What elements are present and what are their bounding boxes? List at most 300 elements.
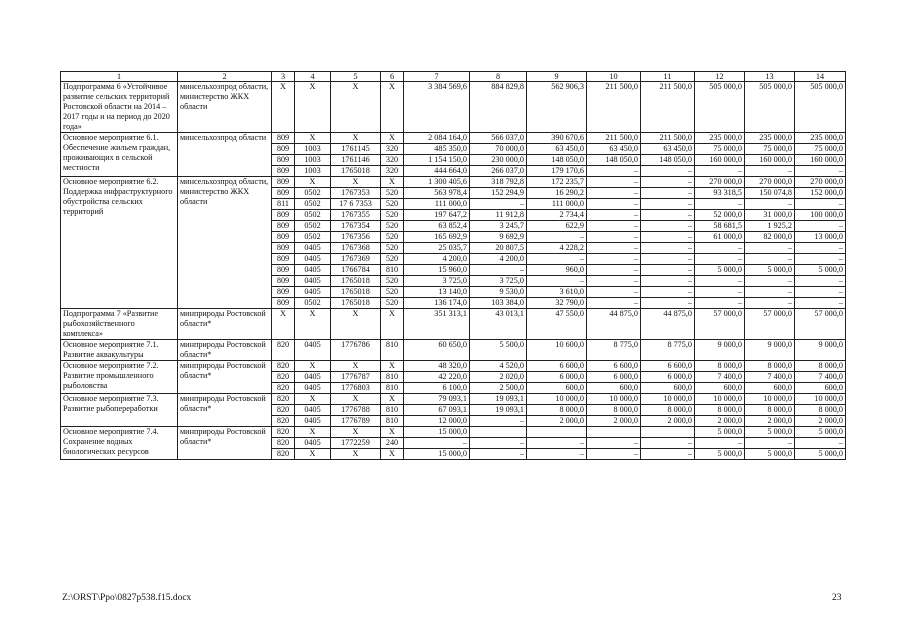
value-cell: – <box>587 254 641 265</box>
value-cell: X <box>295 82 331 133</box>
value-cell: 809 <box>272 287 295 298</box>
value-cell: 44 875,0 <box>587 309 641 340</box>
value-cell: X <box>381 309 404 340</box>
value-cell: 8 000,0 <box>745 361 795 372</box>
value-cell: – <box>795 199 846 210</box>
value-cell: 505 000,0 <box>795 82 846 133</box>
value-cell: 5 000,0 <box>695 449 745 460</box>
value-cell: 505 000,0 <box>695 82 745 133</box>
value-cell: – <box>527 232 587 243</box>
value-cell: – <box>641 232 695 243</box>
value-cell: 63 450,0 <box>587 144 641 155</box>
value-cell: – <box>695 287 745 298</box>
column-number-cell: 5 <box>331 72 381 82</box>
value-cell: 5 000,0 <box>695 265 745 276</box>
value-cell: – <box>695 438 745 449</box>
value-cell: – <box>795 298 846 309</box>
value-cell <box>641 427 695 438</box>
value-cell: 152 294,9 <box>470 188 527 199</box>
column-number-cell: 7 <box>404 72 470 82</box>
value-cell: 5 000,0 <box>795 449 846 460</box>
value-cell: 320 <box>381 155 404 166</box>
value-cell: 566 037,0 <box>470 133 527 144</box>
value-cell: 2 000,0 <box>695 416 745 427</box>
value-cell: 809 <box>272 155 295 166</box>
value-cell: 75 000,0 <box>795 144 846 155</box>
value-cell: 1765018 <box>331 298 381 309</box>
value-cell: 3 725,0 <box>470 276 527 287</box>
measure-name-cell: Основное мероприятие 7.2. Развитие промышленного рыболовства <box>61 361 178 394</box>
value-cell: 820 <box>272 383 295 394</box>
value-cell: 0405 <box>295 254 331 265</box>
value-cell: 6 000,0 <box>527 372 587 383</box>
value-cell: 160 000,0 <box>745 155 795 166</box>
value-cell: – <box>795 166 846 177</box>
value-cell: 0502 <box>295 199 331 210</box>
value-cell: – <box>695 243 745 254</box>
value-cell: X <box>381 394 404 405</box>
value-cell: 810 <box>381 372 404 383</box>
value-cell: 4 200,0 <box>404 254 470 265</box>
value-cell: 160 000,0 <box>695 155 745 166</box>
value-cell: 1 300 405,6 <box>404 177 470 188</box>
executor-cell: минприроды Ростовской области* <box>178 340 272 361</box>
value-cell: 810 <box>381 405 404 416</box>
column-number-cell: 2 <box>178 72 272 82</box>
value-cell: 1767353 <box>331 188 381 199</box>
value-cell: 16 290,2 <box>527 188 587 199</box>
value-cell: 82 000,0 <box>745 232 795 243</box>
value-cell: 809 <box>272 232 295 243</box>
value-cell: – <box>587 298 641 309</box>
value-cell: – <box>641 210 695 221</box>
value-cell: 600,0 <box>795 383 846 394</box>
value-cell: 9 000,0 <box>745 340 795 361</box>
value-cell: 2 000,0 <box>745 416 795 427</box>
value-cell: – <box>795 254 846 265</box>
value-cell: 1765018 <box>331 276 381 287</box>
value-cell: – <box>641 254 695 265</box>
value-cell: 809 <box>272 298 295 309</box>
value-cell: – <box>695 166 745 177</box>
value-cell: 15 000,0 <box>404 449 470 460</box>
value-cell: X <box>295 133 331 144</box>
value-cell: 8 775,0 <box>641 340 695 361</box>
value-cell: 0405 <box>295 287 331 298</box>
value-cell: 75 000,0 <box>745 144 795 155</box>
value-cell: 235 000,0 <box>695 133 745 144</box>
value-cell: 6 000,0 <box>587 372 641 383</box>
value-cell: 809 <box>272 210 295 221</box>
value-cell: 63 852,4 <box>404 221 470 232</box>
column-number-cell: 9 <box>527 72 587 82</box>
value-cell: – <box>527 438 587 449</box>
value-cell: 520 <box>381 254 404 265</box>
value-cell: 10 000,0 <box>527 394 587 405</box>
value-cell: X <box>331 427 381 438</box>
value-cell: 1 925,2 <box>745 221 795 232</box>
value-cell: – <box>587 188 641 199</box>
value-cell: 600,0 <box>745 383 795 394</box>
value-cell: 820 <box>272 361 295 372</box>
value-cell: 4 200,0 <box>470 254 527 265</box>
value-cell: 1767355 <box>331 210 381 221</box>
value-cell: 520 <box>381 199 404 210</box>
value-cell: 351 313,1 <box>404 309 470 340</box>
value-cell: 2 000,0 <box>527 416 587 427</box>
table-row <box>61 361 846 372</box>
value-cell: 820 <box>272 340 295 361</box>
value-cell: 1776803 <box>331 383 381 394</box>
value-cell: 43 013,1 <box>470 309 527 340</box>
value-cell: 0502 <box>295 221 331 232</box>
value-cell <box>587 427 641 438</box>
value-cell: 1772259 <box>331 438 381 449</box>
value-cell: 15 960,0 <box>404 265 470 276</box>
value-cell: 960,0 <box>527 265 587 276</box>
value-cell: 67 093,1 <box>404 405 470 416</box>
value-cell: – <box>641 243 695 254</box>
value-cell: 5 000,0 <box>745 449 795 460</box>
executor-cell: минприроды Ростовской области* <box>178 309 272 340</box>
value-cell: 809 <box>272 188 295 199</box>
value-cell: 266 037,0 <box>470 166 527 177</box>
value-cell: 809 <box>272 177 295 188</box>
value-cell: 810 <box>381 383 404 394</box>
value-cell: 197 647,2 <box>404 210 470 221</box>
value-cell: 10 000,0 <box>641 394 695 405</box>
value-cell: – <box>641 438 695 449</box>
value-cell: 165 692,9 <box>404 232 470 243</box>
value-cell: X <box>331 309 381 340</box>
value-cell: 809 <box>272 243 295 254</box>
value-cell: 600,0 <box>641 383 695 394</box>
value-cell: – <box>587 221 641 232</box>
value-cell: – <box>641 188 695 199</box>
column-number-cell: 4 <box>295 72 331 82</box>
value-cell: 6 100,0 <box>404 383 470 394</box>
value-cell: 8 000,0 <box>695 361 745 372</box>
value-cell: – <box>587 243 641 254</box>
value-cell: 57 000,0 <box>695 309 745 340</box>
value-cell: – <box>695 254 745 265</box>
value-cell: 58 681,5 <box>695 221 745 232</box>
value-cell: 93 318,5 <box>695 188 745 199</box>
value-cell: – <box>745 438 795 449</box>
value-cell: 1766784 <box>331 265 381 276</box>
value-cell: 809 <box>272 133 295 144</box>
value-cell: 2 000,0 <box>795 416 846 427</box>
value-cell: 0405 <box>295 416 331 427</box>
value-cell: 520 <box>381 210 404 221</box>
value-cell: 520 <box>381 287 404 298</box>
value-cell: 809 <box>272 276 295 287</box>
measure-name-cell: Основное мероприятие 7.1. Развитие аквакультуры <box>61 340 178 361</box>
value-cell: 2 500,0 <box>470 383 527 394</box>
value-cell: 0405 <box>295 405 331 416</box>
value-cell: 3 610,0 <box>527 287 587 298</box>
value-cell: 520 <box>381 221 404 232</box>
value-cell: – <box>695 298 745 309</box>
value-cell: X <box>331 177 381 188</box>
value-cell: 820 <box>272 394 295 405</box>
measure-name-cell: Основное мероприятие 6.1. Обеспечение жильем граждан, проживающих в сельской местности <box>61 133 178 177</box>
budget-table <box>60 71 846 460</box>
table-row <box>61 177 846 188</box>
value-cell: 809 <box>272 265 295 276</box>
value-cell: – <box>527 254 587 265</box>
value-cell: 57 000,0 <box>795 309 846 340</box>
column-number-cell: 14 <box>795 72 846 82</box>
value-cell: 13 140,0 <box>404 287 470 298</box>
value-cell: 6 600,0 <box>587 361 641 372</box>
table-row <box>61 82 846 133</box>
value-cell: 809 <box>272 144 295 155</box>
value-cell: – <box>587 166 641 177</box>
value-cell: 5 500,0 <box>470 340 527 361</box>
value-cell: – <box>745 298 795 309</box>
value-cell: 1767368 <box>331 243 381 254</box>
value-cell: – <box>470 449 527 460</box>
table-row <box>61 133 846 144</box>
value-cell: – <box>641 177 695 188</box>
column-number-cell: 10 <box>587 72 641 82</box>
value-cell: 8 000,0 <box>527 405 587 416</box>
value-cell: 4 228,2 <box>527 243 587 254</box>
value-cell: X <box>295 309 331 340</box>
column-number-cell: 12 <box>695 72 745 82</box>
value-cell: 390 670,6 <box>527 133 587 144</box>
value-cell: – <box>641 298 695 309</box>
value-cell: X <box>381 427 404 438</box>
measure-name-cell: Основное мероприятие 6.2. Поддержка инфраструктурного обустройства сельских территорий <box>61 177 178 309</box>
value-cell: 820 <box>272 438 295 449</box>
value-cell: 111 000,0 <box>527 199 587 210</box>
value-cell: 520 <box>381 276 404 287</box>
value-cell: 48 320,0 <box>404 361 470 372</box>
value-cell: 103 384,0 <box>470 298 527 309</box>
value-cell: 7 400,0 <box>745 372 795 383</box>
value-cell: 600,0 <box>587 383 641 394</box>
value-cell: – <box>527 276 587 287</box>
value-cell: 211 500,0 <box>587 133 641 144</box>
value-cell: X <box>295 449 331 460</box>
value-cell: – <box>695 276 745 287</box>
value-cell: 810 <box>381 340 404 361</box>
value-cell: 211 500,0 <box>641 82 695 133</box>
value-cell: 240 <box>381 438 404 449</box>
value-cell: 5 000,0 <box>695 427 745 438</box>
value-cell: – <box>745 276 795 287</box>
value-cell <box>470 427 527 438</box>
value-cell: – <box>745 254 795 265</box>
value-cell: – <box>587 276 641 287</box>
value-cell: 79 093,1 <box>404 394 470 405</box>
executor-cell: минсельхозпрод области, министерство ЖКХ области <box>178 82 272 133</box>
value-cell: 111 000,0 <box>404 199 470 210</box>
value-cell: 0405 <box>295 438 331 449</box>
value-cell: 47 550,0 <box>527 309 587 340</box>
table-row <box>61 427 846 438</box>
value-cell: 152 000,0 <box>795 188 846 199</box>
column-number-cell: 3 <box>272 72 295 82</box>
value-cell: 1776787 <box>331 372 381 383</box>
value-cell: 13 000,0 <box>795 232 846 243</box>
value-cell: 0405 <box>295 383 331 394</box>
value-cell: 235 000,0 <box>795 133 846 144</box>
table-row <box>61 309 846 340</box>
value-cell: 10 000,0 <box>587 394 641 405</box>
value-cell: 11 912,8 <box>470 210 527 221</box>
value-cell: X <box>295 427 331 438</box>
executor-cell: минприроды Ростовской области* <box>178 394 272 427</box>
value-cell: 44 875,0 <box>641 309 695 340</box>
value-cell: 563 978,4 <box>404 188 470 199</box>
value-cell: – <box>587 287 641 298</box>
column-number-cell: 11 <box>641 72 695 82</box>
value-cell: 0405 <box>295 265 331 276</box>
value-cell: 318 792,8 <box>470 177 527 188</box>
value-cell: 5 000,0 <box>745 265 795 276</box>
value-cell: 19 093,1 <box>470 394 527 405</box>
value-cell: X <box>331 394 381 405</box>
value-cell: 4 520,0 <box>470 361 527 372</box>
measure-name-cell: Подпрограмма 6 «Устойчивое развитие сельских территорий Ростовской области на 2014 – 2017 годы и на период до 2020 года» <box>61 82 178 133</box>
value-cell: – <box>587 438 641 449</box>
value-cell: X <box>295 177 331 188</box>
value-cell: 25 035,7 <box>404 243 470 254</box>
value-cell: 7 400,0 <box>695 372 745 383</box>
value-cell: 810 <box>381 265 404 276</box>
value-cell: 600,0 <box>527 383 587 394</box>
value-cell: X <box>381 361 404 372</box>
value-cell: 1003 <box>295 144 331 155</box>
value-cell: 809 <box>272 221 295 232</box>
value-cell: – <box>404 438 470 449</box>
value-cell: – <box>470 265 527 276</box>
value-cell: – <box>527 449 587 460</box>
value-cell: 320 <box>381 144 404 155</box>
value-cell: 270 000,0 <box>745 177 795 188</box>
value-cell: 444 664,0 <box>404 166 470 177</box>
value-cell: 42 220,0 <box>404 372 470 383</box>
value-cell: 820 <box>272 416 295 427</box>
value-cell: 5 000,0 <box>795 265 846 276</box>
value-cell: 2 084 164,0 <box>404 133 470 144</box>
value-cell: 1 154 150,0 <box>404 155 470 166</box>
value-cell: 8 000,0 <box>795 405 846 416</box>
value-cell: – <box>795 221 846 232</box>
value-cell: X <box>272 309 295 340</box>
value-cell: – <box>641 221 695 232</box>
value-cell: 136 174,0 <box>404 298 470 309</box>
value-cell: – <box>641 276 695 287</box>
value-cell: 0405 <box>295 340 331 361</box>
value-cell: 0502 <box>295 232 331 243</box>
value-cell: X <box>331 361 381 372</box>
value-cell: 6 000,0 <box>641 372 695 383</box>
value-cell: 1767356 <box>331 232 381 243</box>
value-cell: 7 400,0 <box>795 372 846 383</box>
value-cell: 0405 <box>295 276 331 287</box>
value-cell: 2 020,0 <box>470 372 527 383</box>
value-cell: 622,9 <box>527 221 587 232</box>
value-cell: 1003 <box>295 166 331 177</box>
value-cell: – <box>795 438 846 449</box>
value-cell: – <box>641 287 695 298</box>
value-cell: – <box>641 199 695 210</box>
value-cell: 8 000,0 <box>745 405 795 416</box>
value-cell: 8 000,0 <box>695 405 745 416</box>
value-cell: 820 <box>272 372 295 383</box>
executor-cell: минсельхозпрод области <box>178 133 272 177</box>
value-cell: 1767354 <box>331 221 381 232</box>
value-cell: 0502 <box>295 188 331 199</box>
value-cell: 1776789 <box>331 416 381 427</box>
value-cell: 148 050,0 <box>641 155 695 166</box>
value-cell: 9 000,0 <box>695 340 745 361</box>
value-cell: 19 093,1 <box>470 405 527 416</box>
value-cell: 9 530,0 <box>470 287 527 298</box>
value-cell: 148 050,0 <box>527 155 587 166</box>
value-cell: 10 000,0 <box>795 394 846 405</box>
value-cell: 148 050,0 <box>587 155 641 166</box>
value-cell: X <box>331 133 381 144</box>
value-cell: 2 734,4 <box>527 210 587 221</box>
value-cell: X <box>295 394 331 405</box>
value-cell: 1767369 <box>331 254 381 265</box>
value-cell: – <box>587 199 641 210</box>
value-cell: – <box>470 438 527 449</box>
column-number-cell: 1 <box>61 72 178 82</box>
column-number-cell: 13 <box>745 72 795 82</box>
value-cell: 1761146 <box>331 155 381 166</box>
value-cell: – <box>587 449 641 460</box>
value-cell: 820 <box>272 405 295 416</box>
value-cell: 0502 <box>295 210 331 221</box>
value-cell: 52 000,0 <box>695 210 745 221</box>
value-cell: 1776788 <box>331 405 381 416</box>
value-cell: 211 500,0 <box>587 82 641 133</box>
value-cell: 270 000,0 <box>695 177 745 188</box>
value-cell: 6 600,0 <box>641 361 695 372</box>
value-cell: 1765018 <box>331 287 381 298</box>
value-cell: 10 600,0 <box>527 340 587 361</box>
value-cell: 2 000,0 <box>587 416 641 427</box>
executor-cell: минсельхозпрод области, министерство ЖКХ области <box>178 177 272 309</box>
value-cell: 9 692,9 <box>470 232 527 243</box>
value-cell: X <box>381 82 404 133</box>
value-cell: 0405 <box>295 243 331 254</box>
value-cell: 8 000,0 <box>641 405 695 416</box>
value-cell: – <box>641 166 695 177</box>
executor-cell: минприроды Ростовской области* <box>178 361 272 394</box>
measure-name-cell: Основное мероприятие 7.3. Развитие рыбопереработки <box>61 394 178 427</box>
column-number-cell: 6 <box>381 72 404 82</box>
value-cell: 172 235,7 <box>527 177 587 188</box>
table-row <box>61 394 846 405</box>
value-cell: 150 074,8 <box>745 188 795 199</box>
value-cell: 70 000,0 <box>470 144 527 155</box>
value-cell: 9 000,0 <box>795 340 846 361</box>
value-cell: 811 <box>272 199 295 210</box>
value-cell: – <box>587 177 641 188</box>
value-cell: 15 000,0 <box>404 427 470 438</box>
executor-cell: минприроды Ростовской области* <box>178 427 272 460</box>
value-cell: 57 000,0 <box>745 309 795 340</box>
value-cell: – <box>587 265 641 276</box>
value-cell: 820 <box>272 427 295 438</box>
